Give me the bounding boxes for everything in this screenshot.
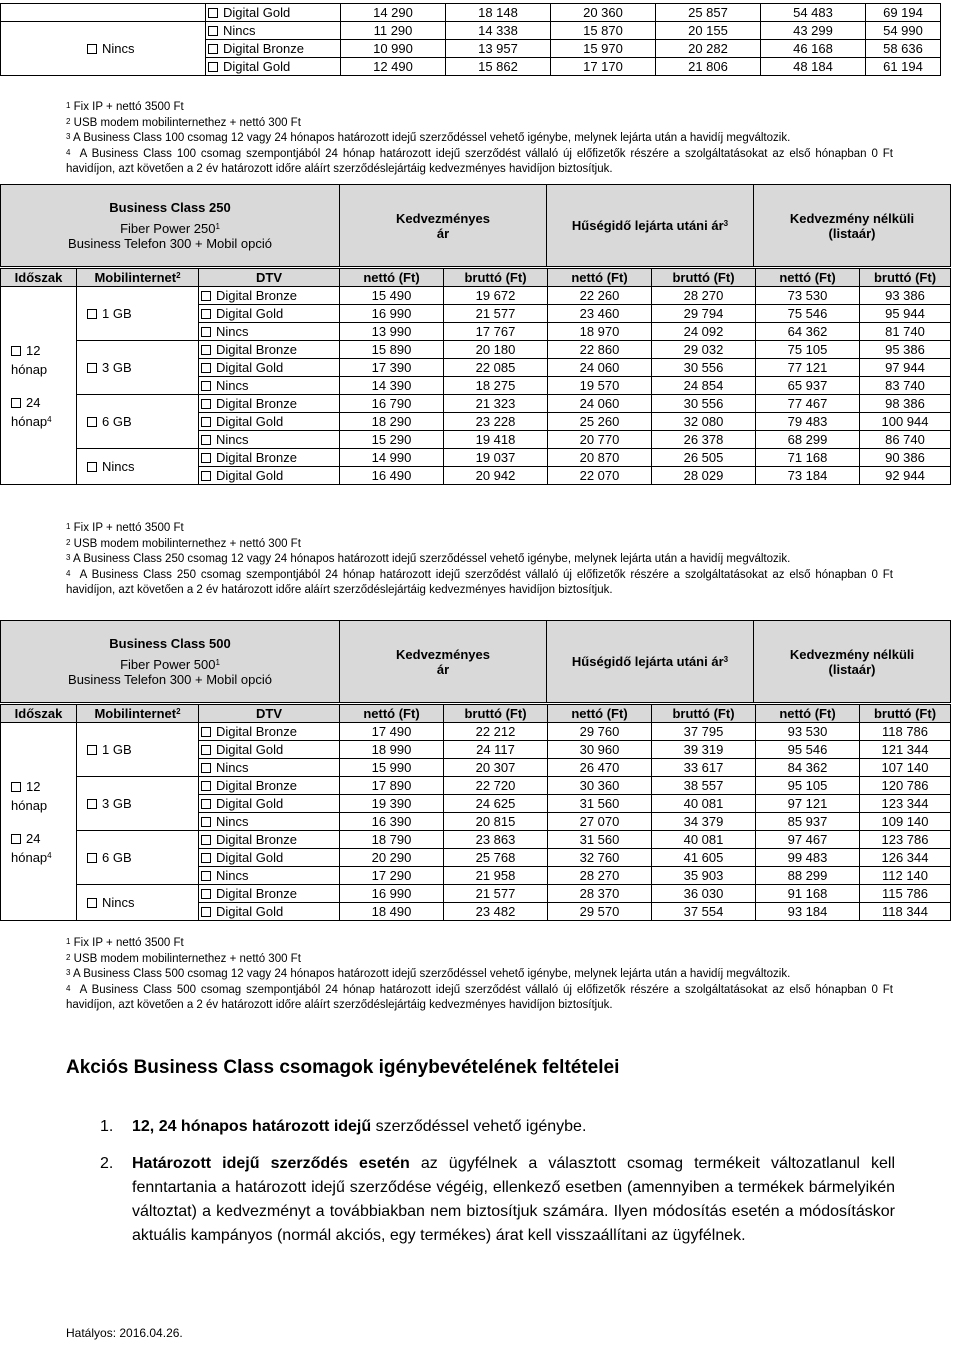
price-cell: 41 605 [652,849,756,867]
footnotes-bc500: $^1$ Fix IP + nettó 3500 Ft $^2$ USB modem mobilinternethez + nettó 300 Ft $^3$ A Business Class 500 csomag 12 vagy 24 hónapos határozott idejű szerződéssel vehető igénybe, melynek lejárta után a havidíj megváltozik. $^4$ A Business Class 500 csomag szempontjából 24 hónap határozott idejű szerződést vállaló új előfizetők részére a szolgáltatásokat az első hónapban 0 Ft havidíjon, azt követően a 2 év határozott időre aláírt szerződéslejártáig kedvezményes havidíjon biztosítjuk. [66,937,893,1011]
price-cell: 17 290 [340,867,444,885]
bc500-header [0,620,951,703]
price-cell: 15 862 [446,58,551,76]
price-cell: 23 228 [444,413,548,431]
price-cell: 21 323 [444,395,548,413]
table-row [1,4,941,22]
bc250-header [0,184,951,267]
price-cell: 16 390 [340,813,444,831]
price-cell: 20 770 [548,431,652,449]
dtv-cell: Digital Bronze [199,831,340,849]
note-1: Fix IP + nettó 3500 Ft [73,101,184,113]
table-row [1,395,951,413]
bc500-nelkuli: Kedvezmény nélküli (listaár) [754,621,951,703]
price-cell: 26 505 [652,449,756,467]
note-1: Fix IP + nettó 3500 Ft [73,522,184,534]
dtv-cell: Digital Gold [199,359,340,377]
price-cell: 28 370 [548,885,652,903]
price-cell: 19 570 [548,377,652,395]
col-netto-3: nettó (Ft) [756,269,860,287]
price-cell: 21 577 [444,305,548,323]
price-cell: 17 490 [340,723,444,741]
price-cell: 19 037 [444,449,548,467]
table-row [1,287,951,305]
note-1: Fix IP + nettó 3500 Ft [73,937,184,949]
price-cell: 40 081 [652,795,756,813]
price-cell: 115 786 [860,885,951,903]
dtv-cell: Digital Bronze [199,449,340,467]
price-cell: 13 957 [446,40,551,58]
dtv-cell: Digital Gold [199,741,340,759]
checkbox-icon [87,417,97,427]
checkbox-icon [201,727,211,737]
price-cell: 19 672 [444,287,548,305]
col-brutto-2: bruttó (Ft) [652,269,756,287]
conditions-heading: Akciós Business Class csomagok igénybevételének feltételei [66,1057,620,1078]
price-cell: 30 556 [652,359,756,377]
bc500-package-cell: Business Class 500 Fiber Power $500^1$ Business Telefon 300 + Mobil opció [1,621,340,703]
price-cell: 84 362 [756,759,860,777]
checkbox-icon [201,309,211,319]
price-cell: 100 944 [860,413,951,431]
price-cell: 30 360 [548,777,652,795]
dtv-cell: Nincs [199,431,340,449]
bc250-line1: Fiber Power 250 [120,221,216,236]
price-cell: 30 556 [652,395,756,413]
checkbox-icon [201,889,211,899]
price-cell: 64 362 [756,323,860,341]
note-2: USB modem mobilinternethez + nettó 300 Ft [73,952,301,965]
price-cell: 38 557 [652,777,756,795]
price-cell: 88 299 [756,867,860,885]
price-cell: 17 767 [444,323,548,341]
price-cell: 21 958 [444,867,548,885]
price-cell: 20 870 [548,449,652,467]
price-cell: 37 795 [652,723,756,741]
price-cell: 29 032 [652,341,756,359]
mobile-group-0: 1 GB [77,723,199,777]
price-cell: 69 194 [866,4,941,22]
price-cell: 15 290 [340,431,444,449]
bc500-husegido: Hűségidő lejárta utáni $ár^3$ [547,621,754,703]
col-brutto-1: bruttó (Ft) [444,269,548,287]
checkbox-icon [201,291,211,301]
price-cell: 21 806 [656,58,761,76]
checkbox-icon [201,907,211,917]
price-cell: 118 344 [860,903,951,921]
price-cell: 24 625 [444,795,548,813]
checkbox-icon [87,799,97,809]
price-cell: 77 121 [756,359,860,377]
note-4: A Business Class 250 csomag szempontjából 24 hónap határozott idejű szerződést vállaló új előfizetők részére a szolgáltatásokat az első hónapban 0 Ft havidíjon, azt követően a 2 év határozott időre aláírt szerződéslejártáig kedvezményes havidíjon biztosítjuk. [66,568,893,596]
col-dtv: DTV [199,269,340,287]
checkbox-icon [201,471,211,481]
price-cell: 121 344 [860,741,951,759]
price-cell: 33 617 [652,759,756,777]
checkbox-icon [201,381,211,391]
price-cell: 24 117 [444,741,548,759]
checkbox-icon [201,345,211,355]
price-cell: 118 786 [860,723,951,741]
price-cell: 14 990 [340,449,444,467]
price-cell: 99 483 [756,849,860,867]
price-cell: 54 483 [761,4,866,22]
dtv-cell: Digital Bronze [206,40,341,58]
price-cell: 22 860 [548,341,652,359]
bc250-title: Business Class 250 [109,200,231,215]
checkbox-icon [201,817,211,827]
mobile-group-2: 6 GB [77,395,199,449]
dtv-cell: Digital Gold [199,849,340,867]
price-cell: 97 121 [756,795,860,813]
price-cell: 93 386 [860,287,951,305]
price-cell: 21 577 [444,885,548,903]
dtv-cell: Digital Bronze [199,341,340,359]
price-cell: 93 530 [756,723,860,741]
price-cell: 43 299 [761,22,866,40]
col-dtv: DTV [199,705,340,723]
checkbox-icon [201,835,211,845]
price-cell: 107 140 [860,759,951,777]
price-cell: 77 467 [756,395,860,413]
bc500-kedvezmenyes: Kedvezményes ár [340,621,547,703]
price-cell: 123 786 [860,831,951,849]
dtv-cell: Nincs [199,377,340,395]
dtv-cell: Digital Bronze [199,777,340,795]
price-cell: 28 270 [652,287,756,305]
price-cell: 28 029 [652,467,756,485]
price-cell: 95 105 [756,777,860,795]
price-cell: 18 148 [446,4,551,22]
checkbox-icon [87,853,97,863]
effective-date: Hatályos: 2016.04.26. [66,1326,183,1340]
price-cell: 86 740 [860,431,951,449]
dtv-cell: Digital Bronze [199,885,340,903]
dtv-cell: Digital Gold [199,305,340,323]
checkbox-icon [201,399,211,409]
dtv-cell: Digital Gold [199,903,340,921]
price-cell: 37 554 [652,903,756,921]
col-mobilinternet: Mobilinternet$^2$ [77,705,199,723]
price-cell: 20 360 [551,4,656,22]
col-mobilinternet: Mobilinternet$^2$ [77,269,199,287]
price-cell: 95 944 [860,305,951,323]
checkbox-icon [201,853,211,863]
price-cell: 73 184 [756,467,860,485]
price-cell: 18 990 [340,741,444,759]
price-cell: 65 937 [756,377,860,395]
price-cell: 92 944 [860,467,951,485]
group-label: Nincs [1,22,206,76]
bc500-line1: Fiber Power 500 [120,657,216,672]
price-cell: 27 070 [548,813,652,831]
price-cell: 95 386 [860,341,951,359]
period-cell: 12 hónap 24 hónap$^4$ [1,723,77,921]
bc250-husegido: Hűségidő lejárta utáni $ár^3$ [547,185,754,267]
checkbox-icon [87,745,97,755]
price-cell: 81 740 [860,323,951,341]
table-row [1,831,951,849]
checkbox-icon [87,363,97,373]
bc500-price-table [0,704,951,921]
price-cell: 23 863 [444,831,548,849]
price-cell: 91 168 [756,885,860,903]
price-cell: 34 379 [652,813,756,831]
note-3: A Business Class 500 csomag 12 vagy 24 hónapos határozott idejű szerződéssel vehető igénybe, melynek lejárta után a havidíj megváltozik. [73,968,791,980]
price-cell: 54 990 [866,22,941,40]
price-cell: 24 092 [652,323,756,341]
price-cell: 32 760 [548,849,652,867]
table-row [1,449,951,467]
checkbox-icon [201,417,211,427]
col-idoszak: Időszak [1,705,77,723]
price-cell: 23 460 [548,305,652,323]
checkbox-icon [87,44,97,54]
checkbox-icon [208,26,218,36]
checkbox-icon [201,745,211,755]
price-cell: 58 636 [866,40,941,58]
price-cell: 11 290 [341,22,446,40]
price-cell: 98 386 [860,395,951,413]
price-cell: 17 390 [340,359,444,377]
price-cell: 20 942 [444,467,548,485]
note-3: A Business Class 250 csomag 12 vagy 24 hónapos határozott idejű szerződéssel vehető igénybe, melynek lejárta után a havidíj megváltozik. [73,553,791,565]
price-cell: 83 740 [860,377,951,395]
price-cell: 20 307 [444,759,548,777]
bc500-title: Business Class 500 [109,636,231,651]
price-cell: 29 794 [652,305,756,323]
mobile-group-2: 6 GB [77,831,199,885]
note-2: USB modem mobilinternethez + nettó 300 Ft [73,116,301,129]
bc250-package-cell: Business Class 250 Fiber Power $250^1$ Business Telefon 300 + Mobil opció [1,185,340,267]
checkbox-icon [201,363,211,373]
price-cell: 68 299 [756,431,860,449]
price-cell: 126 344 [860,849,951,867]
price-cell: 112 140 [860,867,951,885]
checkbox-icon [201,871,211,881]
price-cell: 123 344 [860,795,951,813]
price-cell: 85 937 [756,813,860,831]
price-cell: 31 560 [548,795,652,813]
note-2: USB modem mobilinternethez + nettó 300 Ft [73,537,301,550]
price-cell: 36 030 [652,885,756,903]
col-netto-1: nettó (Ft) [340,269,444,287]
price-cell: 97 467 [756,831,860,849]
table-row [1,723,951,741]
checkbox-icon [201,763,211,773]
conditions-item-1: 1. 12, 24 hónapos határozott idejű szerződéssel vehető igénybe. [100,1118,587,1135]
price-cell: 93 184 [756,903,860,921]
dtv-cell: Nincs [199,759,340,777]
bc250-nelkuli: Kedvezmény nélküli (listaár) [754,185,951,267]
checkbox-icon [87,462,97,472]
dtv-cell: Digital Bronze [199,395,340,413]
price-cell: 18 790 [340,831,444,849]
checkbox-icon [11,346,21,356]
price-cell: 22 212 [444,723,548,741]
price-cell: 14 390 [340,377,444,395]
col-idoszak: Időszak [1,269,77,287]
price-cell: 16 490 [340,467,444,485]
price-cell: 97 944 [860,359,951,377]
note-4: A Business Class 500 csomag szempontjából 24 hónap határozott idejű szerződést vállaló új előfizetők részére a szolgáltatásokat az első hónapban 0 Ft havidíjon, azt követően a 2 év határozott időre aláírt szerződéslejártáig kedvezményes havidíjon biztosítjuk. [66,983,893,1011]
price-cell: 17 170 [551,58,656,76]
dtv-cell: Nincs [199,813,340,831]
mobile-group-1: 3 GB [77,777,199,831]
price-cell: 95 546 [756,741,860,759]
col-netto-3: nettó (Ft) [756,705,860,723]
price-cell: 18 490 [340,903,444,921]
price-cell: 25 857 [656,4,761,22]
price-cell: 15 870 [551,22,656,40]
dtv-cell: Nincs [199,867,340,885]
dtv-cell: Digital Gold [199,413,340,431]
checkbox-icon [11,398,21,408]
checkbox-icon [208,62,218,72]
bc250-price-table [0,268,951,485]
dtv-cell: Digital Bronze [199,287,340,305]
price-cell: 22 260 [548,287,652,305]
price-cell: 28 270 [548,867,652,885]
bc500-line2: Business Telefon 300 + Mobil opció [68,672,272,687]
dtv-cell: Digital Gold [199,795,340,813]
checkbox-icon [201,327,211,337]
dtv-cell: Digital Gold [206,4,341,22]
col-brutto-2: bruttó (Ft) [652,705,756,723]
price-cell: 19 418 [444,431,548,449]
price-cell: 39 319 [652,741,756,759]
price-cell: 15 890 [340,341,444,359]
price-cell: 16 990 [340,885,444,903]
price-cell: 46 168 [761,40,866,58]
checkbox-icon [208,8,218,18]
price-cell: 18 275 [444,377,548,395]
price-cell: 20 815 [444,813,548,831]
price-cell: 90 386 [860,449,951,467]
price-cell: 22 070 [548,467,652,485]
price-cell: 20 180 [444,341,548,359]
price-cell: 14 290 [341,4,446,22]
price-cell: 22 720 [444,777,548,795]
dtv-cell: Nincs [199,323,340,341]
price-cell: 20 155 [656,22,761,40]
col-brutto-1: bruttó (Ft) [444,705,548,723]
price-cell: 24 060 [548,395,652,413]
col-netto-2: nettó (Ft) [548,705,652,723]
table-row [1,885,951,903]
price-cell: 32 080 [652,413,756,431]
price-cell: 79 483 [756,413,860,431]
dtv-cell: Digital Bronze [199,723,340,741]
price-cell: 75 105 [756,341,860,359]
price-cell: 15 490 [340,287,444,305]
price-cell: 25 768 [444,849,548,867]
price-cell: 15 970 [551,40,656,58]
checkbox-icon [11,782,21,792]
price-cell: 10 990 [341,40,446,58]
bc250-line2: Business Telefon 300 + Mobil opció [68,236,272,251]
price-cell: 23 482 [444,903,548,921]
price-cell: 26 470 [548,759,652,777]
note-3: A Business Class 100 csomag 12 vagy 24 hónapos határozott idejű szerződéssel vehető igénybe, melynek lejárta után a havidíj megváltozik. [73,132,791,144]
price-cell: 19 390 [340,795,444,813]
price-cell: 13 990 [340,323,444,341]
mobile-group-1: 3 GB [77,341,199,395]
checkbox-icon [201,781,211,791]
checkbox-icon [208,44,218,54]
col-brutto-3: bruttó (Ft) [860,705,951,723]
price-cell: 16 990 [340,305,444,323]
price-cell: 18 970 [548,323,652,341]
price-cell: 20 290 [340,849,444,867]
price-cell: 48 184 [761,58,866,76]
price-cell: 61 194 [866,58,941,76]
price-cell: 25 260 [548,413,652,431]
dtv-cell: Digital Gold [206,58,341,76]
price-cell: 40 081 [652,831,756,849]
footnotes-bc250: $^1$ Fix IP + nettó 3500 Ft $^2$ USB modem mobilinternethez + nettó 300 Ft $^3$ A Business Class 250 csomag 12 vagy 24 hónapos határozott idejű szerződéssel vehető igénybe, melynek lejárta után a havidíj megváltozik. $^4$ A Business Class 250 csomag szempontjából 24 hónap határozott idejű szerződést vállaló új előfizetők részére a szolgáltatásokat az első hónapban 0 Ft havidíjon, azt követően a 2 év határozott időre aláírt szerződéslejártáig kedvezményes havidíjon biztosítjuk. [66,522,893,596]
price-cell: 22 085 [444,359,548,377]
col-brutto-3: bruttó (Ft) [860,269,951,287]
price-cell: 109 140 [860,813,951,831]
note-4: A Business Class 100 csomag szempontjából 24 hónap határozott idejű szerződést vállaló új előfizetők részére a szolgáltatásokat az első hónapban 0 Ft havidíjon, azt követően a 2 év határozott időre aláírt szerződéslejártáig kedvezményes havidíjon biztosítjuk. [66,147,893,175]
price-cell: 12 490 [341,58,446,76]
price-cell: 71 168 [756,449,860,467]
price-cell: 14 338 [446,22,551,40]
table-row [1,341,951,359]
col-netto-1: nettó (Ft) [340,705,444,723]
table-row [1,22,941,40]
checkbox-icon [87,309,97,319]
conditions-item-2: 2. Határozott idejű szerződés esetén az ügyfélnek a választott csomag termékeit változatlanul kell fenntartania a határozott idejű szerződése végéig, ellenkező esetben (amennyiben a termékek bármelyikén változtat) a kedvezményt a továbbiakban nem biztosítjuk számára. Ilyen módosítás esetén a módosításkor aktuális kampányos (normál akciós, egy termékes) árat kell visszaállítani az ügyfélnek. [100,1155,896,1244]
bc250-kedvezmenyes: Kedvezményes ár [340,185,547,267]
price-cell: 35 903 [652,867,756,885]
price-cell: 16 790 [340,395,444,413]
checkbox-icon [11,834,21,844]
table-row [1,777,951,795]
price-cell: 73 530 [756,287,860,305]
price-cell: 15 990 [340,759,444,777]
checkbox-icon [87,898,97,908]
price-cell: 29 570 [548,903,652,921]
price-cell: 31 560 [548,831,652,849]
checkbox-icon [201,435,211,445]
price-cell: 24 854 [652,377,756,395]
dtv-cell: Nincs [206,22,341,40]
mobile-group-3: Nincs [77,885,199,921]
dtv-cell: Digital Gold [199,467,340,485]
mobile-group-3: Nincs [77,449,199,485]
price-cell: 18 290 [340,413,444,431]
top-price-table [0,3,941,76]
mobile-group-0: 1 GB [77,287,199,341]
price-cell: 26 378 [652,431,756,449]
footnotes-bc100: $^1$ Fix IP + nettó 3500 Ft $^2$ USB modem mobilinternethez + nettó 300 Ft $^3$ A Business Class 100 csomag 12 vagy 24 hónapos határozott idejű szerződéssel vehető igénybe, melynek lejárta után a havidíj megváltozik. $^4$ A Business Class 100 csomag szempontjából 24 hónap határozott idejű szerződést vállaló új előfizetők részére a szolgáltatásokat az első hónapban 0 Ft havidíjon, azt követően a 2 év határozott időre aláírt szerződéslejártáig kedvezményes havidíjon biztosítjuk. [66,101,893,175]
price-cell: 24 060 [548,359,652,377]
price-cell: 30 960 [548,741,652,759]
period-cell: 12 hónap 24 hónap$^4$ [1,287,77,485]
price-cell: 20 282 [656,40,761,58]
checkbox-icon [201,453,211,463]
price-cell: 75 546 [756,305,860,323]
checkbox-icon [201,799,211,809]
price-cell: 17 890 [340,777,444,795]
col-netto-2: nettó (Ft) [548,269,652,287]
price-cell: 120 786 [860,777,951,795]
price-cell: 29 760 [548,723,652,741]
